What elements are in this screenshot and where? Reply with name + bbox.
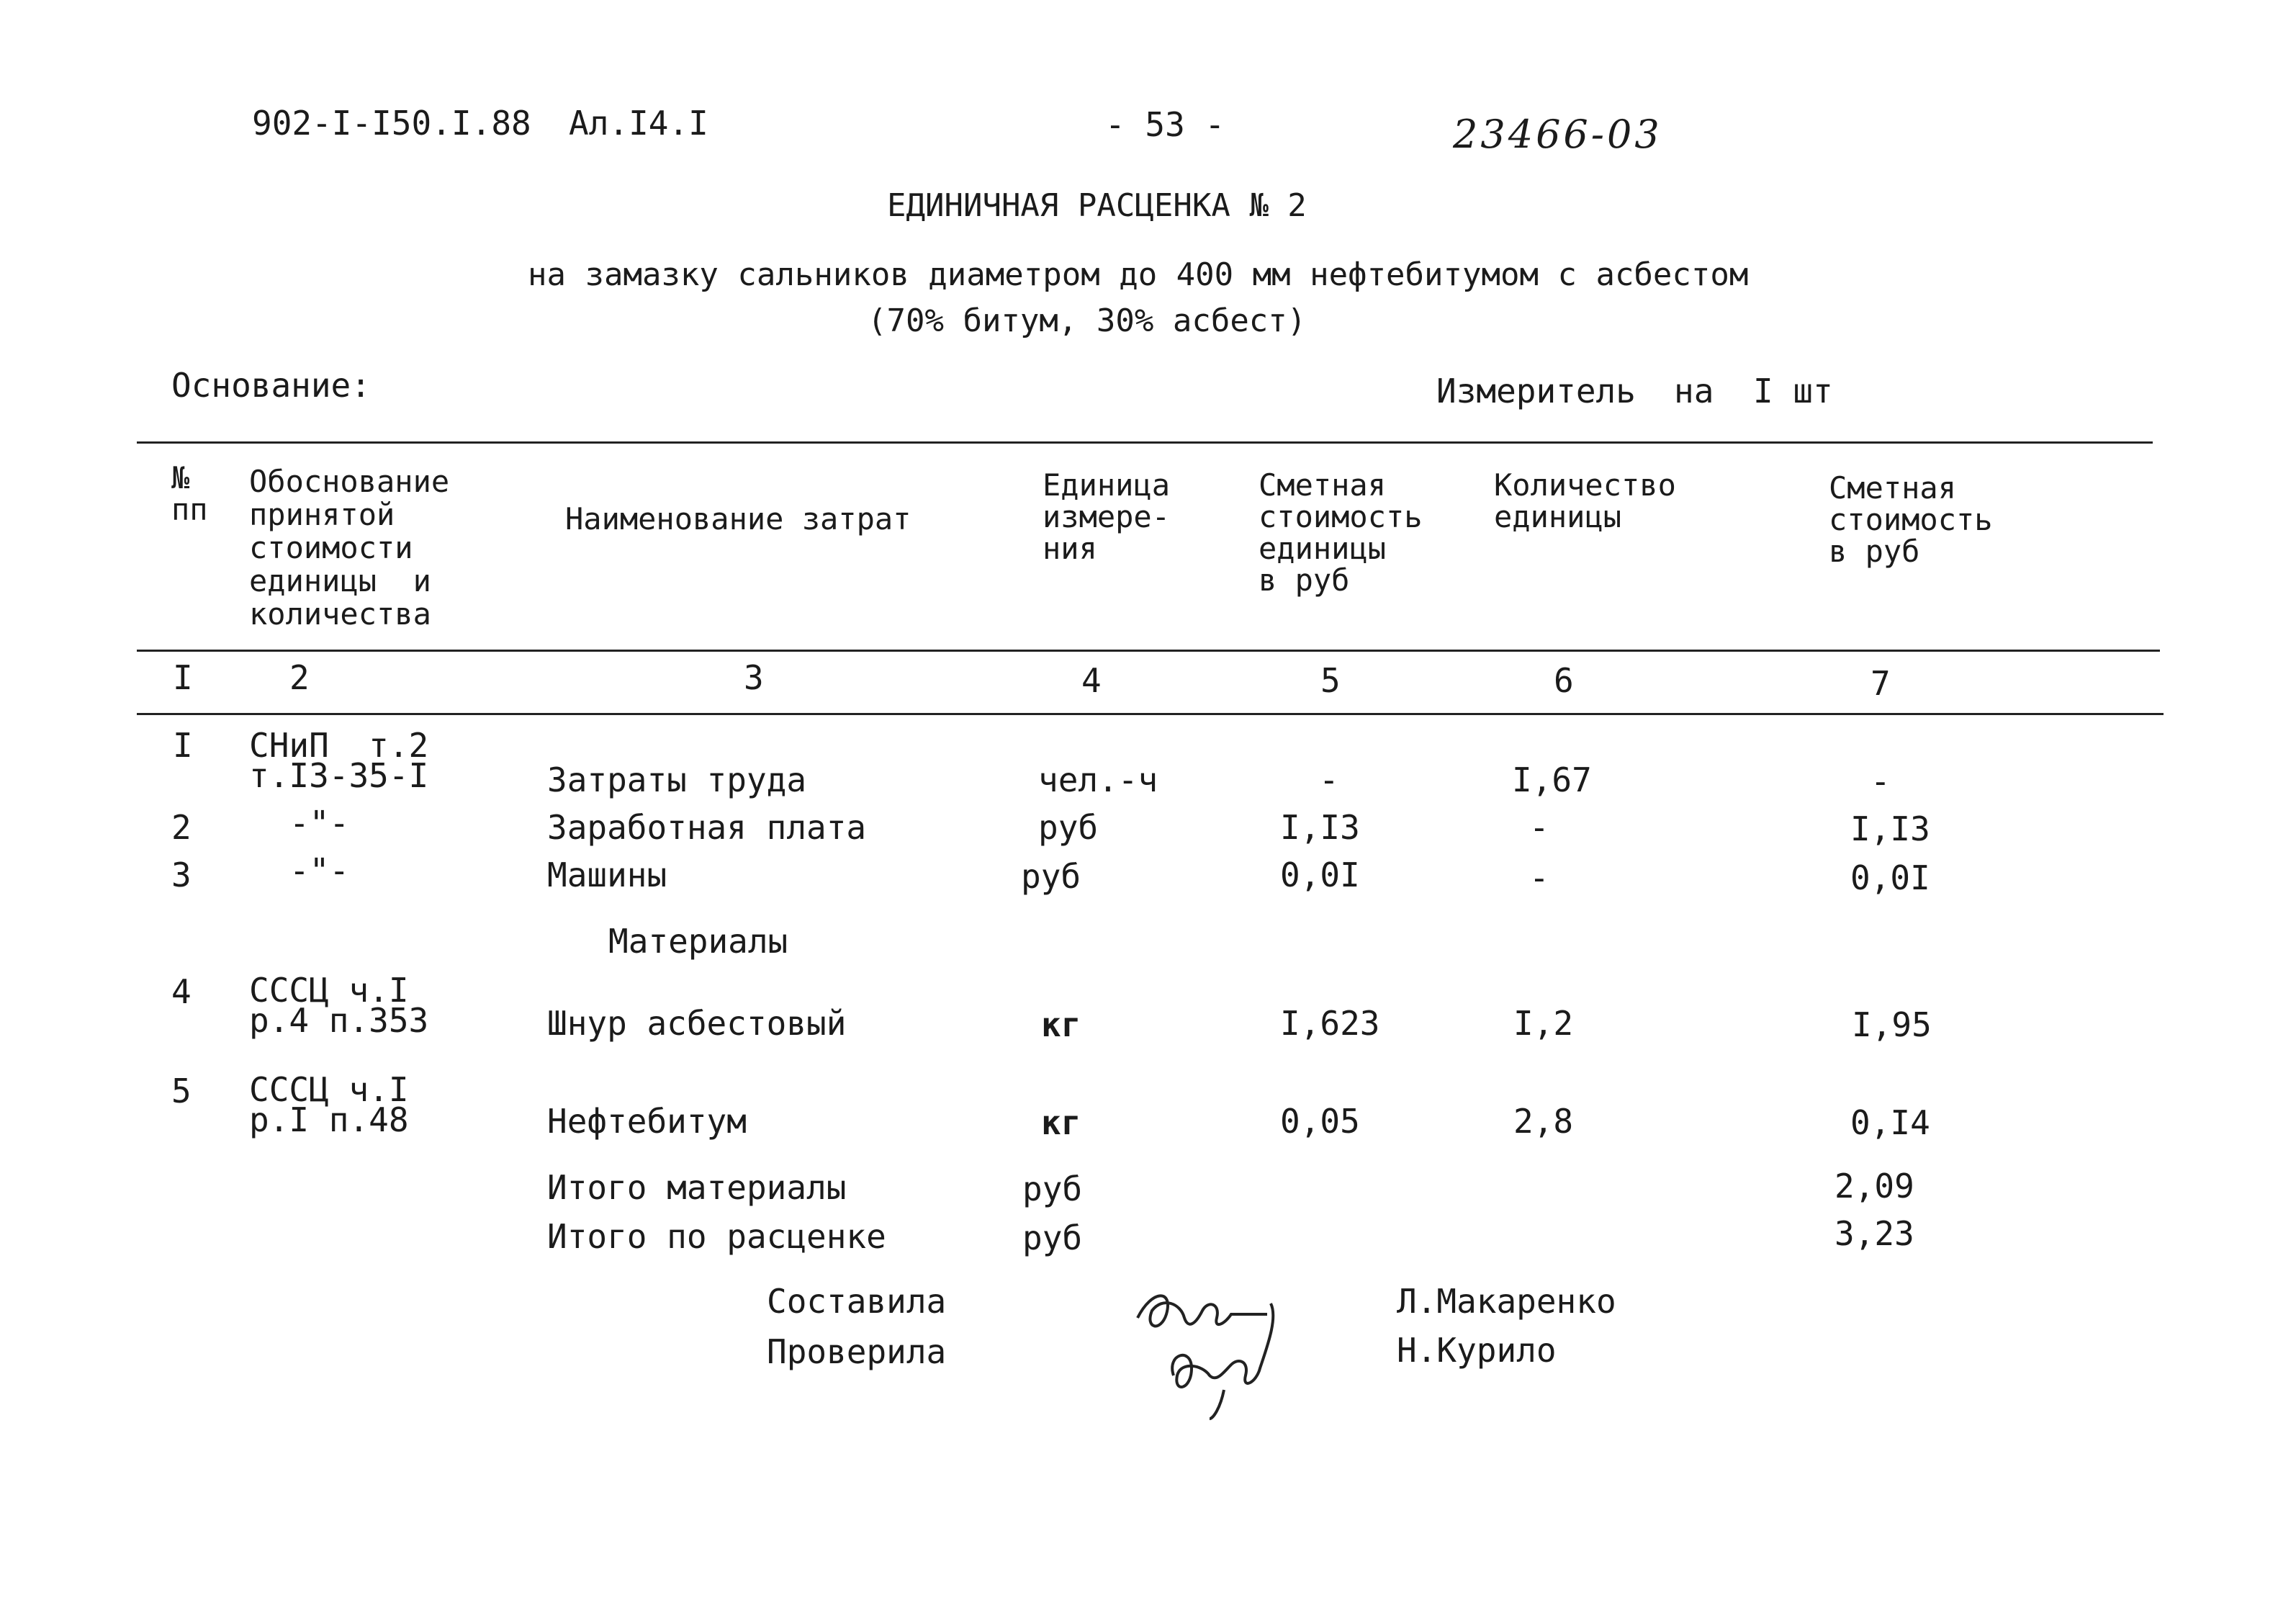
subtitle-line2: (70% битум, 30% асбест) — [868, 302, 1307, 339]
row2-cost: I,I3 — [1850, 809, 1930, 848]
table-numbers-rule — [137, 713, 2164, 715]
signature-scribble — [1123, 1275, 1310, 1440]
page-number: - 53 - — [1105, 105, 1225, 144]
col-number-4: 4 — [1081, 661, 1102, 700]
row4-cost: I,95 — [1852, 1005, 1932, 1044]
header-unit: Единица измере- ния — [1043, 467, 1171, 566]
row3-number: 3 — [171, 856, 192, 894]
header-quantity: Количество единицы — [1494, 467, 1676, 534]
col-number-2: 2 — [289, 658, 310, 697]
row4-price: I,623 — [1280, 1004, 1380, 1043]
row4-basis: СССЦ ч.I р.4 п.353 — [249, 971, 429, 1040]
doc-code: 902-I-I50.I.88 — [252, 104, 531, 143]
header-total-cost: Сметная стоимость в руб — [1829, 470, 1993, 569]
row5-qty: 2,8 — [1513, 1102, 1574, 1141]
col-number-3: 3 — [744, 658, 764, 697]
meter-label: Измеритель — [1436, 372, 1636, 410]
row1-basis: СНиП т.2 т.I3-35-I — [249, 726, 429, 795]
total-rate-value: 3,23 — [1834, 1214, 1914, 1253]
row3-price: 0,0I — [1280, 856, 1360, 894]
total-materials-unit: руб — [1022, 1170, 1083, 1208]
row3-name: Машины — [547, 856, 667, 894]
handwritten-number: 23466-03 — [1453, 112, 1662, 157]
checked-by-name: Н.Курило — [1397, 1331, 1557, 1370]
row2-qty: - — [1529, 808, 1549, 847]
row5-name: Нефтебитум — [547, 1102, 747, 1141]
row2-price: I,I3 — [1280, 808, 1360, 847]
basis-label: Основание: — [171, 366, 371, 405]
row1-price: - — [1319, 760, 1339, 799]
row4-number: 4 — [171, 972, 192, 1011]
row3-cost: 0,0I — [1850, 858, 1930, 897]
page-title: ЕДИНИЧНАЯ РАСЦЕНКА № 2 — [887, 187, 1307, 224]
col-number-7: 7 — [1870, 664, 1891, 703]
header-row-number: № пп — [171, 460, 208, 527]
checked-by-label: Проверила — [767, 1332, 947, 1371]
table-header-rule — [137, 650, 2160, 652]
compiled-by-name: Л.Макаренко — [1397, 1282, 1616, 1321]
row5-unit: кг — [1041, 1103, 1081, 1142]
row3-qty: - — [1529, 858, 1549, 897]
section-materials: Материалы — [608, 922, 788, 961]
row1-unit: чел.-ч — [1038, 760, 1158, 799]
row4-qty: I,2 — [1513, 1004, 1574, 1043]
header-basis: Обоснование принятой стоимости единицы и количества — [249, 464, 450, 632]
row5-cost: 0,I4 — [1850, 1103, 1930, 1142]
row1-number: I — [173, 726, 193, 765]
row5-number: 5 — [171, 1072, 192, 1110]
subtitle-line1: на замазку сальников диаметром до 400 мм нефтебитумом с асбестом — [528, 256, 1749, 293]
row2-basis: -"- — [289, 804, 350, 843]
header-cost-name: Наименование затрат — [565, 501, 911, 537]
col-number-5: 5 — [1320, 661, 1341, 700]
row1-name: Затраты труда — [547, 760, 807, 799]
col-number-6: 6 — [1554, 661, 1574, 700]
row2-unit: руб — [1038, 808, 1099, 847]
row4-unit: кг — [1041, 1005, 1081, 1044]
total-rate-unit: руб — [1022, 1218, 1083, 1257]
total-rate-label: Итого по расценке — [547, 1217, 886, 1256]
sheet-number: Ал.I4.I — [569, 104, 708, 143]
row1-cost: - — [1870, 762, 1891, 801]
table-top-rule — [137, 441, 2153, 444]
row1-qty: I,67 — [1512, 760, 1592, 799]
row2-number: 2 — [171, 808, 192, 847]
compiled-by-label: Составила — [767, 1282, 947, 1321]
row3-unit: руб — [1021, 857, 1081, 896]
row5-basis: СССЦ ч.I р.I п.48 — [249, 1070, 409, 1139]
col-number-1: I — [173, 658, 193, 697]
total-materials-value: 2,09 — [1834, 1167, 1914, 1206]
row3-basis: -"- — [289, 851, 350, 890]
meter-value: I шт — [1753, 372, 1833, 410]
row2-name: Заработная плата — [547, 808, 867, 847]
meter-prep: на — [1674, 372, 1714, 410]
total-materials-label: Итого материалы — [547, 1168, 847, 1207]
row5-price: 0,05 — [1280, 1102, 1360, 1141]
header-unit-price: Сметная стоимость единицы в руб — [1259, 467, 1423, 598]
row4-name: Шнур асбестовый — [547, 1004, 847, 1043]
